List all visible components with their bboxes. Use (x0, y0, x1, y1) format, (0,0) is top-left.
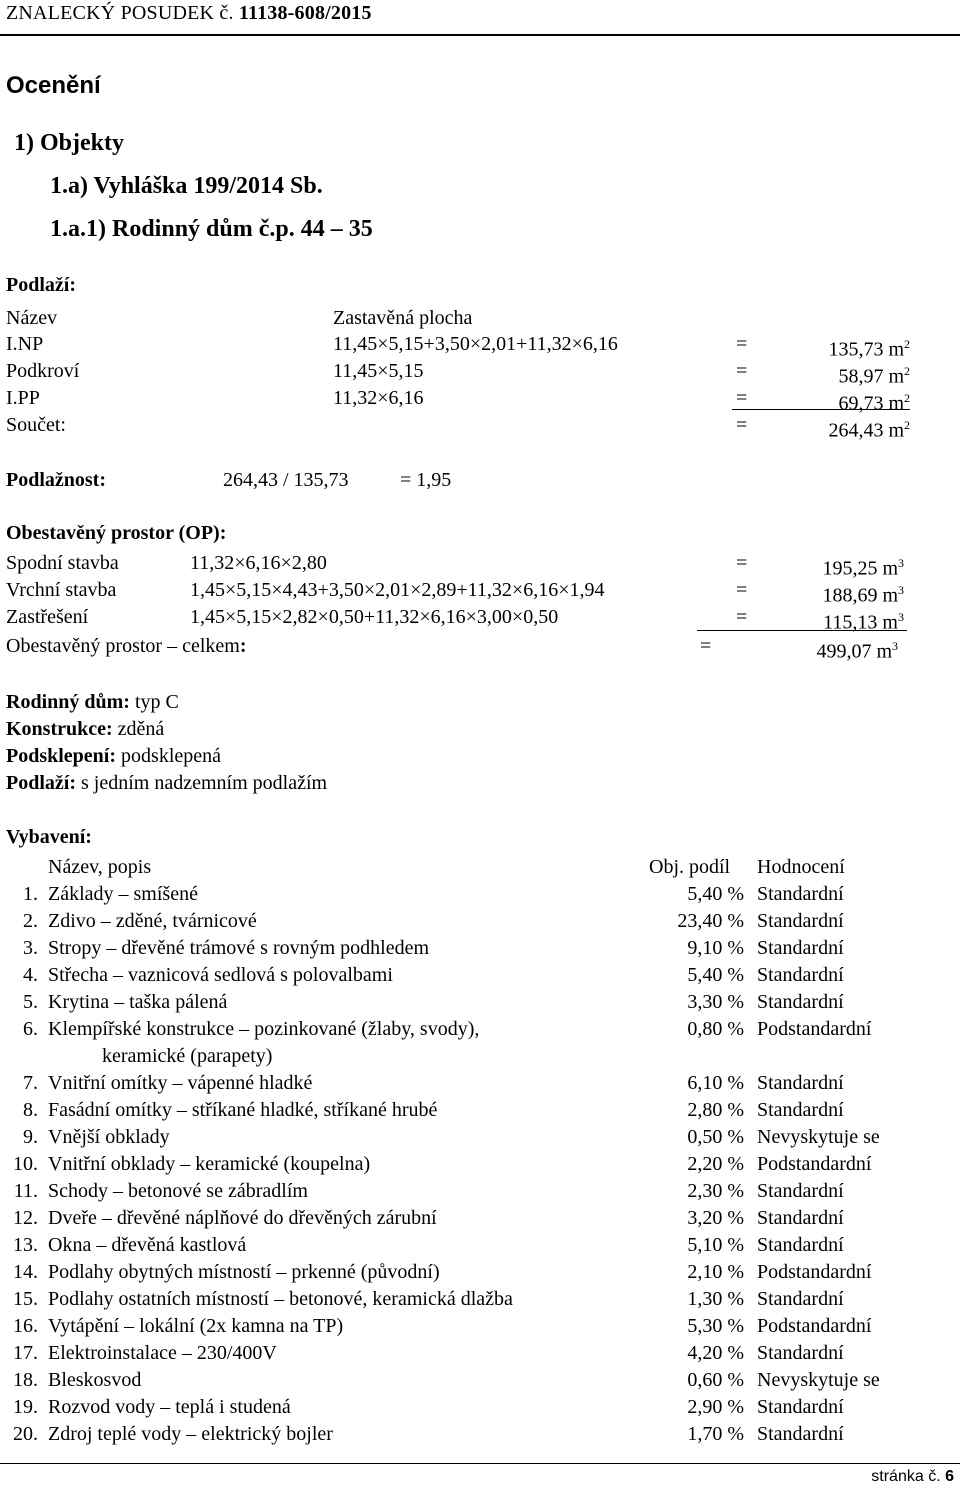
item-num: 4. (23, 964, 38, 986)
item-name: Střecha – vaznicová sedlová s polovalbami (48, 964, 393, 986)
item-name: Bleskosvod (48, 1369, 142, 1391)
item-name: Fasádní omítky – stříkané hladké, stříkané hrubé (48, 1099, 438, 1121)
op-row-formula: 1,45×5,15×4,43+3,50×2,01×2,89+11,32×6,16×1,94 (190, 579, 605, 601)
item-num: 7. (23, 1072, 38, 1094)
op-row-eq: = (736, 552, 748, 574)
item-num: 8. (23, 1099, 38, 1121)
item-num: 13. (13, 1234, 38, 1256)
floor-formula: 11,45×5,15 (333, 360, 424, 382)
item-rating: Standardní (757, 1288, 844, 1310)
item-rating: Standardní (757, 1072, 844, 1094)
item-share: 9,10 % (687, 937, 744, 959)
item-share: 3,20 % (687, 1207, 744, 1229)
item-num: 16. (13, 1315, 38, 1337)
item-name: Klempířské konstrukce – pozinkované (žlaby, svody), (48, 1018, 480, 1040)
heading-objects: 1) Objekty (14, 130, 124, 156)
item-name: Podlahy ostatních místností – betonové, keramická dlažba (48, 1288, 513, 1310)
item-rating: Standardní (757, 964, 844, 986)
item-num: 5. (23, 991, 38, 1013)
item-rating: Nevyskytuje se (757, 1369, 880, 1391)
item-rating: Standardní (757, 883, 844, 905)
floor-eq: = (736, 387, 748, 409)
item-rating: Podstandardní (757, 1315, 872, 1337)
item-rating: Standardní (757, 1342, 844, 1364)
item-name: Schody – betonové se zábradlím (48, 1180, 308, 1202)
section-title: Ocenění (6, 72, 101, 99)
prop-building-type: Rodinný dům: typ C (6, 691, 179, 713)
footer-divider (0, 1463, 960, 1464)
op-row-eq: = (736, 606, 748, 628)
op-row-name: Vrchní stavba (6, 579, 117, 601)
item-rating: Podstandardní (757, 1018, 872, 1040)
item-share: 0,80 % (687, 1018, 744, 1040)
item-share: 6,10 % (687, 1072, 744, 1094)
item-rating: Standardní (757, 1396, 844, 1418)
item-rating: Standardní (757, 1099, 844, 1121)
item-name: Vnitřní obklady – keramické (koupelna) (48, 1153, 371, 1175)
item-name-continued: keramické (parapety) (102, 1045, 273, 1067)
item-share: 2,30 % (687, 1180, 744, 1202)
item-rating: Podstandardní (757, 1261, 872, 1283)
item-name: Zdivo – zděné, tvárnicové (48, 910, 257, 932)
item-name: Dveře – dřevěné náplňové do dřevěných zárubní (48, 1207, 437, 1229)
item-share: 2,90 % (687, 1396, 744, 1418)
item-num: 10. (13, 1153, 38, 1175)
item-share: 2,20 % (687, 1153, 744, 1175)
item-num: 17. (13, 1342, 38, 1364)
item-rating: Podstandardní (757, 1153, 872, 1175)
floors-col-area: Zastavěná plocha (333, 307, 473, 329)
item-rating: Standardní (757, 1234, 844, 1256)
footer-label: stránka č. (871, 1468, 941, 1485)
item-rating: Standardní (757, 910, 844, 932)
prop-basement: Podsklepení: podsklepená (6, 745, 222, 767)
item-num: 3. (23, 937, 38, 959)
floors-sum-eq: = (736, 414, 748, 436)
op-row-eq: = (736, 579, 748, 601)
item-name: Okna – dřevěná kastlová (48, 1234, 247, 1256)
floors-label: Podlaží: (6, 274, 76, 296)
item-share: 0,50 % (687, 1126, 744, 1148)
item-share: 1,30 % (687, 1288, 744, 1310)
op-total-label: Obestavěný prostor – celkem: (6, 635, 247, 657)
item-num: 1. (23, 883, 38, 905)
floors-sum-value: 264,43 $m^2$ (828, 418, 910, 442)
item-share: 3,30 % (687, 991, 744, 1013)
item-share: 5,40 % (687, 883, 744, 905)
op-row-formula: 11,32×6,16×2,80 (190, 552, 327, 574)
document-header (6, 2, 372, 25)
op-label: Obestavěný prostor (OP): (6, 522, 227, 544)
equipment-col-share: Obj. podíl (649, 856, 731, 878)
prop-construction: Konstrukce: zděná (6, 718, 165, 740)
podlaznost-result: = 1,95 (400, 469, 452, 491)
item-name: Podlahy obytných místností – prkenné (původní) (48, 1261, 440, 1283)
item-name: Krytina – taška pálená (48, 991, 228, 1013)
op-row-name: Zastřešení (6, 606, 89, 628)
floor-formula: 11,45×5,15+3,50×2,01+11,32×6,16 (333, 333, 618, 355)
item-rating: Standardní (757, 1207, 844, 1229)
item-name: Vytápění – lokální (2x kamna na TP) (48, 1315, 344, 1337)
op-row-name: Spodní stavba (6, 552, 119, 574)
op-row-value: 115,13 $m^3$ (823, 610, 904, 634)
floors-col-name: Název (6, 307, 58, 329)
item-rating: Standardní (757, 1423, 844, 1445)
equipment-col-rating: Hodnocení (757, 856, 845, 878)
op-row-value: 188,69 $m^3$ (822, 583, 904, 607)
floor-formula: 11,32×6,16 (333, 387, 424, 409)
item-name: Rozvod vody – teplá i studená (48, 1396, 291, 1418)
item-share: 5,30 % (687, 1315, 744, 1337)
item-num: 20. (13, 1423, 38, 1445)
page-footer (871, 1468, 954, 1486)
item-rating: Standardní (757, 1180, 844, 1202)
floor-name: Podkroví (6, 360, 80, 382)
item-num: 19. (13, 1396, 38, 1418)
floor-value: 135,73 $m^2$ (828, 337, 910, 361)
item-name: Základy – smíšené (48, 883, 198, 905)
item-share: 5,40 % (687, 964, 744, 986)
item-rating: Nevyskytuje se (757, 1126, 880, 1148)
item-name: Vnitřní omítky – vápenné hladké (48, 1072, 313, 1094)
op-total-underline (697, 630, 907, 631)
floor-name: I.PP (6, 387, 40, 409)
item-name: Zdroj teplé vody – elektrický bojler (48, 1423, 333, 1445)
sum-underline (732, 409, 910, 410)
item-num: 2. (23, 910, 38, 932)
item-name: Elektroinstalace – 230/400V (48, 1342, 277, 1364)
item-num: 12. (13, 1207, 38, 1229)
prop-floors: Podlaží: s jedním nadzemním podlažím (6, 772, 328, 794)
heading-decree: 1.a) Vyhláška 199/2014 Sb. (50, 173, 323, 199)
heading-building: 1.a.1) Rodinný dům č.p. 44 – 35 (50, 216, 373, 242)
floor-eq: = (736, 333, 748, 355)
item-num: 11. (13, 1180, 38, 1202)
podlaznost-label: Podlažnost: (6, 469, 106, 491)
item-name: Vnější obklady (48, 1126, 170, 1148)
podlaznost-formula: 264,43 / 135,73 (223, 469, 349, 491)
floor-value: 58,97 $m^2$ (838, 364, 910, 388)
op-total-eq: = (700, 635, 712, 657)
op-total-value: 499,07 $m^3$ (816, 639, 898, 663)
item-num: 6. (23, 1018, 38, 1040)
item-share: 2,10 % (687, 1261, 744, 1283)
floor-eq: = (736, 360, 748, 382)
item-rating: Standardní (757, 991, 844, 1013)
item-share: 23,40 % (677, 910, 744, 932)
floor-name: I.NP (6, 333, 44, 355)
item-num: 18. (13, 1369, 38, 1391)
header-number: 11138-608/2015 (238, 2, 372, 24)
item-share: 2,80 % (687, 1099, 744, 1121)
header-divider (0, 34, 960, 36)
op-row-formula: 1,45×5,15×2,82×0,50+11,32×6,16×3,00×0,50 (190, 606, 559, 628)
header-prefix: ZNALECKÝ POSUDEK č. (6, 2, 234, 24)
item-share: 4,20 % (687, 1342, 744, 1364)
item-num: 9. (23, 1126, 38, 1148)
item-share: 1,70 % (687, 1423, 744, 1445)
item-num: 14. (13, 1261, 38, 1283)
item-num: 15. (13, 1288, 38, 1310)
floors-sum-label: Součet: (6, 414, 66, 436)
item-rating: Standardní (757, 937, 844, 959)
item-share: 5,10 % (687, 1234, 744, 1256)
floor-value: 69,73 $m^2$ (838, 391, 910, 415)
page-number: 6 (945, 1468, 954, 1485)
equipment-col-name: Název, popis (48, 856, 152, 878)
op-row-value: 195,25 $m^3$ (822, 556, 904, 580)
item-share: 0,60 % (687, 1369, 744, 1391)
equipment-label: Vybavení: (6, 826, 92, 848)
item-name: Stropy – dřevěné trámové s rovným podhledem (48, 937, 430, 959)
